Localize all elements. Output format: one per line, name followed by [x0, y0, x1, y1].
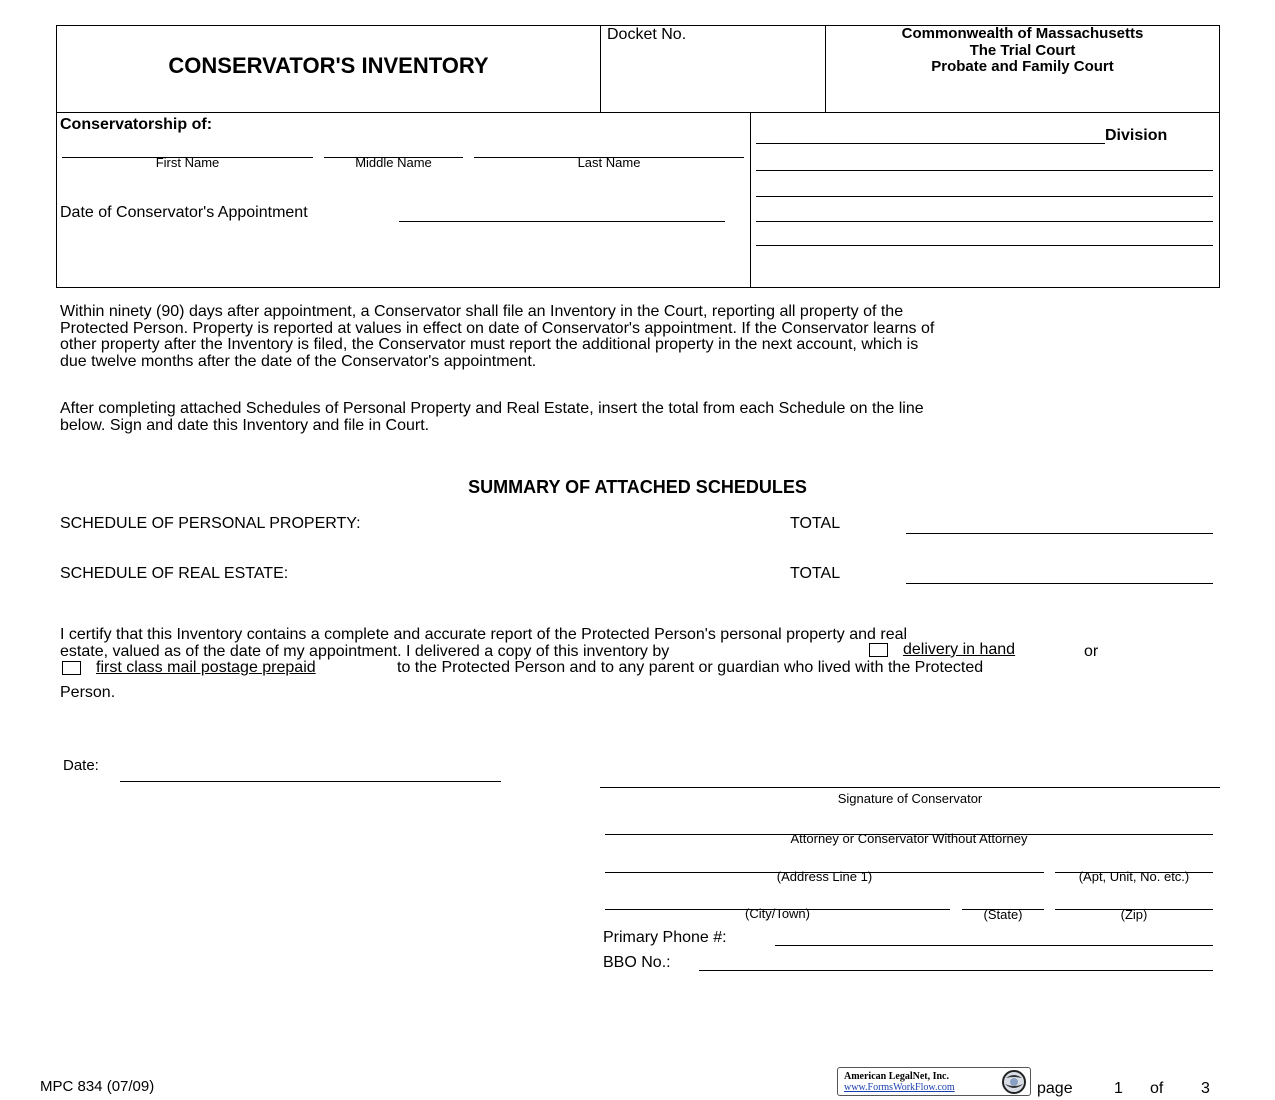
apt-caption: (Apt, Unit, No. etc.): [1078, 869, 1190, 884]
instructions-paragraph-2: [60, 401, 924, 434]
division-address-line-1[interactable]: [756, 170, 1213, 171]
signature-caption: Signature of Conservator: [837, 791, 983, 806]
certification-line-1: I certify that this Inventory contains a complete and accurate report of the Protected Person's personal property and real: [60, 626, 908, 643]
logo-company-name: American LegalNet, Inc.: [844, 1071, 949, 1082]
instructions-p2-line2: below. Sign and date this Inventory and file in Court.: [60, 416, 430, 434]
real-estate-total-field[interactable]: [906, 583, 1213, 584]
city-caption: (City/Town): [744, 906, 810, 921]
american-legalnet-logo[interactable]: [837, 1067, 1031, 1096]
globe-icon: [998, 1068, 1028, 1095]
attorney-caption: Attorney or Conservator Without Attorney: [790, 831, 1028, 846]
bbo-field[interactable]: [699, 970, 1213, 971]
division-label: Division: [1105, 127, 1168, 144]
division-address-line-2[interactable]: [756, 196, 1213, 197]
bbo-label: BBO No.:: [603, 954, 671, 971]
signature-field[interactable]: [600, 787, 1220, 788]
first-class-mail-checkbox[interactable]: [62, 661, 81, 675]
or-text: or: [1084, 643, 1099, 660]
address-line-1-caption: (Address Line 1): [776, 869, 873, 884]
division-field[interactable]: [756, 143, 1105, 144]
page-current: 1: [1114, 1080, 1123, 1097]
summary-heading: SUMMARY OF ATTACHED SCHEDULES: [468, 477, 807, 497]
division-address-line-3[interactable]: [756, 221, 1213, 222]
form-number: MPC 834 (07/09): [40, 1078, 155, 1095]
instructions-p2-line1: After completing attached Schedules of Personal Property and Real Estate, insert the total from each Schedule on the line: [60, 400, 924, 417]
middle-name-caption: Middle Name: [355, 155, 432, 170]
zip-caption: (Zip): [1120, 907, 1148, 922]
certification-line-2: estate, valued as of the date of my appointment. I delivered a copy of this inventory by: [60, 643, 670, 660]
last-name-caption: Last Name: [577, 155, 641, 170]
phone-label: Primary Phone #:: [603, 929, 727, 946]
court-name-line1: Commonwealth of Massachusetts: [901, 25, 1144, 42]
division-address-line-4[interactable]: [756, 245, 1213, 246]
phone-field[interactable]: [775, 945, 1213, 946]
certification-line-3: to the Protected Person and to any parent or guardian who lived with the Protected: [397, 659, 984, 676]
page-label: page: [1037, 1080, 1073, 1097]
page-total: 3: [1201, 1080, 1210, 1097]
state-caption: (State): [983, 907, 1023, 922]
instructions-p1-line1: Within ninety (90) days after appointment, a Conservator shall file an Inventory in the Court, reporting all property of the: [60, 303, 904, 320]
real-estate-total-label: TOTAL: [790, 565, 841, 582]
personal-property-label: SCHEDULE OF PERSONAL PROPERTY:: [60, 515, 361, 532]
date-field[interactable]: [120, 781, 501, 782]
date-label: Date:: [63, 757, 99, 774]
of-label: of: [1150, 1080, 1164, 1097]
conservatorship-box: [56, 112, 751, 288]
appointment-date-field[interactable]: [399, 221, 725, 222]
court-name-line3: Probate and Family Court: [931, 58, 1114, 75]
instructions-paragraph-1: [60, 304, 934, 370]
form-title: CONSERVATOR'S INVENTORY: [168, 53, 489, 78]
docket-label: Docket No.: [607, 26, 687, 43]
instructions-p1-line3: other property after the Inventory is filed, the Conservator must report the additional property in the next account, which is: [60, 336, 919, 353]
first-class-mail-label: first class mail postage prepaid: [96, 659, 316, 676]
delivery-in-hand-label: delivery in hand: [903, 641, 1016, 658]
logo-url: www.FormsWorkFlow.com: [844, 1082, 955, 1093]
real-estate-label: SCHEDULE OF REAL ESTATE:: [60, 565, 289, 582]
personal-property-total-field[interactable]: [906, 533, 1213, 534]
instructions-p1-line2: Protected Person. Property is reported at values in effect on date of Conservator's appointment. If the Conservator learns of: [60, 319, 935, 337]
instructions-p1-line4: due twelve months after the date of the Conservator's appointment.: [60, 352, 537, 370]
personal-property-total-label: TOTAL: [790, 515, 841, 532]
first-name-caption: First Name: [155, 155, 220, 170]
delivery-in-hand-checkbox[interactable]: [869, 643, 888, 657]
appointment-date-label: Date of Conservator's Appointment: [60, 204, 308, 221]
court-name-line2: The Trial Court: [969, 42, 1076, 59]
conservatorship-label: Conservatorship of:: [60, 116, 213, 133]
certification-line-4: Person.: [60, 684, 116, 701]
